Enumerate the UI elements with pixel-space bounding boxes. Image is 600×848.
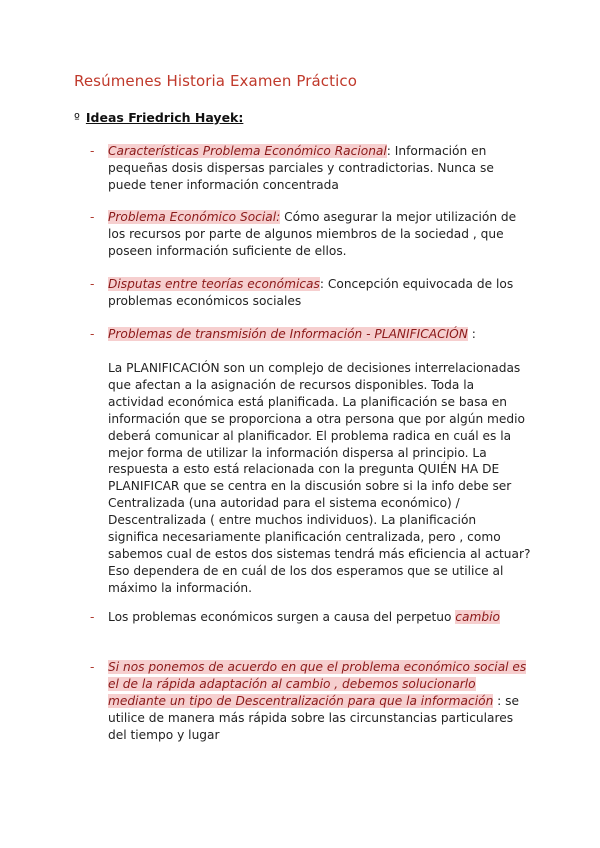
section-heading (74, 110, 243, 125)
item-text: : (467, 327, 476, 341)
paragraph-line: deberá comunicar al planificador. El problema radica en cuál es la (108, 428, 512, 443)
item-text: Los problemas económicos surgen a causa del perpetuo (108, 610, 456, 624)
item-text: problemas económicos sociales (108, 293, 302, 308)
highlight-term: Problemas de transmisión de Información - PLANIFICACIÓN (108, 327, 468, 341)
highlight-term: mediante un tipo de Descentralización para que la información (108, 693, 494, 708)
highlight-term: Disputas entre teorías económicas (108, 277, 320, 291)
item-text: del tiempo y lugar (108, 727, 220, 742)
list-dash: - (90, 610, 95, 624)
item-text: : Información en (386, 144, 487, 158)
list-dash: - (90, 144, 95, 158)
paragraph-line: mejor forma de utilizar la información dispersa al principio. La (108, 445, 487, 460)
paragraph-line: significa necesariamente planificación centralizada, pero , como (108, 530, 501, 545)
item-text: : se (493, 693, 519, 708)
item-text: utilice de manera más rápida sobre las circunstancias particulares (108, 710, 514, 725)
item-text: los recursos por parte de algunos miembros de la sociedad , que (108, 226, 504, 241)
paragraph-line: Centralizada (una autoridad para el sistema económico) / (108, 496, 460, 511)
section-bullet: º (74, 110, 80, 125)
paragraph-line: actividad económica está planificada. La planificación se basa en (108, 394, 508, 409)
paragraph-line: respuesta a esto está relacionada con la pregunta QUIÉN HA DE (108, 462, 500, 477)
paragraph-line: máximo la información. (108, 580, 253, 595)
section-heading-text: Ideas Friedrich Hayek: (85, 110, 244, 125)
list-dash: - (90, 327, 95, 341)
highlight-term: cambio (455, 610, 500, 624)
paragraph-line: Eso dependera de en cuál de los dos esperamos que se utilice al (108, 563, 504, 578)
highlight-term: Problema Económico Social: (108, 210, 281, 224)
paragraph-line: que afectan a la asignación de recursos disponibles. Toda la (108, 377, 475, 392)
highlight-term: el de la rápida adaptación al cambio , debemos solucionarlo (108, 676, 476, 691)
document-title: Resúmenes Historia Examen Práctico (74, 72, 357, 90)
highlight-term: Características Problema Económico Racional (108, 144, 387, 158)
list-dash: - (90, 660, 95, 674)
paragraph-line: información que se proporciona a otra persona que por algún medio (108, 411, 525, 426)
paragraph-line: sabemos cual de estos dos sistemas tendrá más eficiencia al actuar? (108, 546, 531, 561)
planificacion-paragraph (108, 360, 538, 597)
highlight-term: Si nos ponemos de acuerdo en que el problema económico social es (108, 660, 527, 674)
item-text: pequeñas dosis dispersas parciales y contradictorias. Nunca se (108, 160, 494, 175)
paragraph-line: PLANIFICAR que se centra en la discusión sobre si la info debe ser (108, 479, 512, 494)
list-dash: - (90, 210, 95, 224)
paragraph-line: La PLANIFICACIÓN son un complejo de decisiones interrelacionadas (108, 361, 521, 375)
item-text: puede tener información concentrada (108, 177, 339, 192)
item-text: : Concepción equivocada de los (319, 277, 514, 291)
list-dash: - (90, 277, 95, 291)
item-text: poseen información suficiente de ellos. (108, 243, 347, 258)
item-text: Cómo asegurar la mejor utilización de (280, 210, 517, 224)
paragraph-line: Descentralizada ( entre muchos individuos). La planificación (108, 513, 477, 528)
